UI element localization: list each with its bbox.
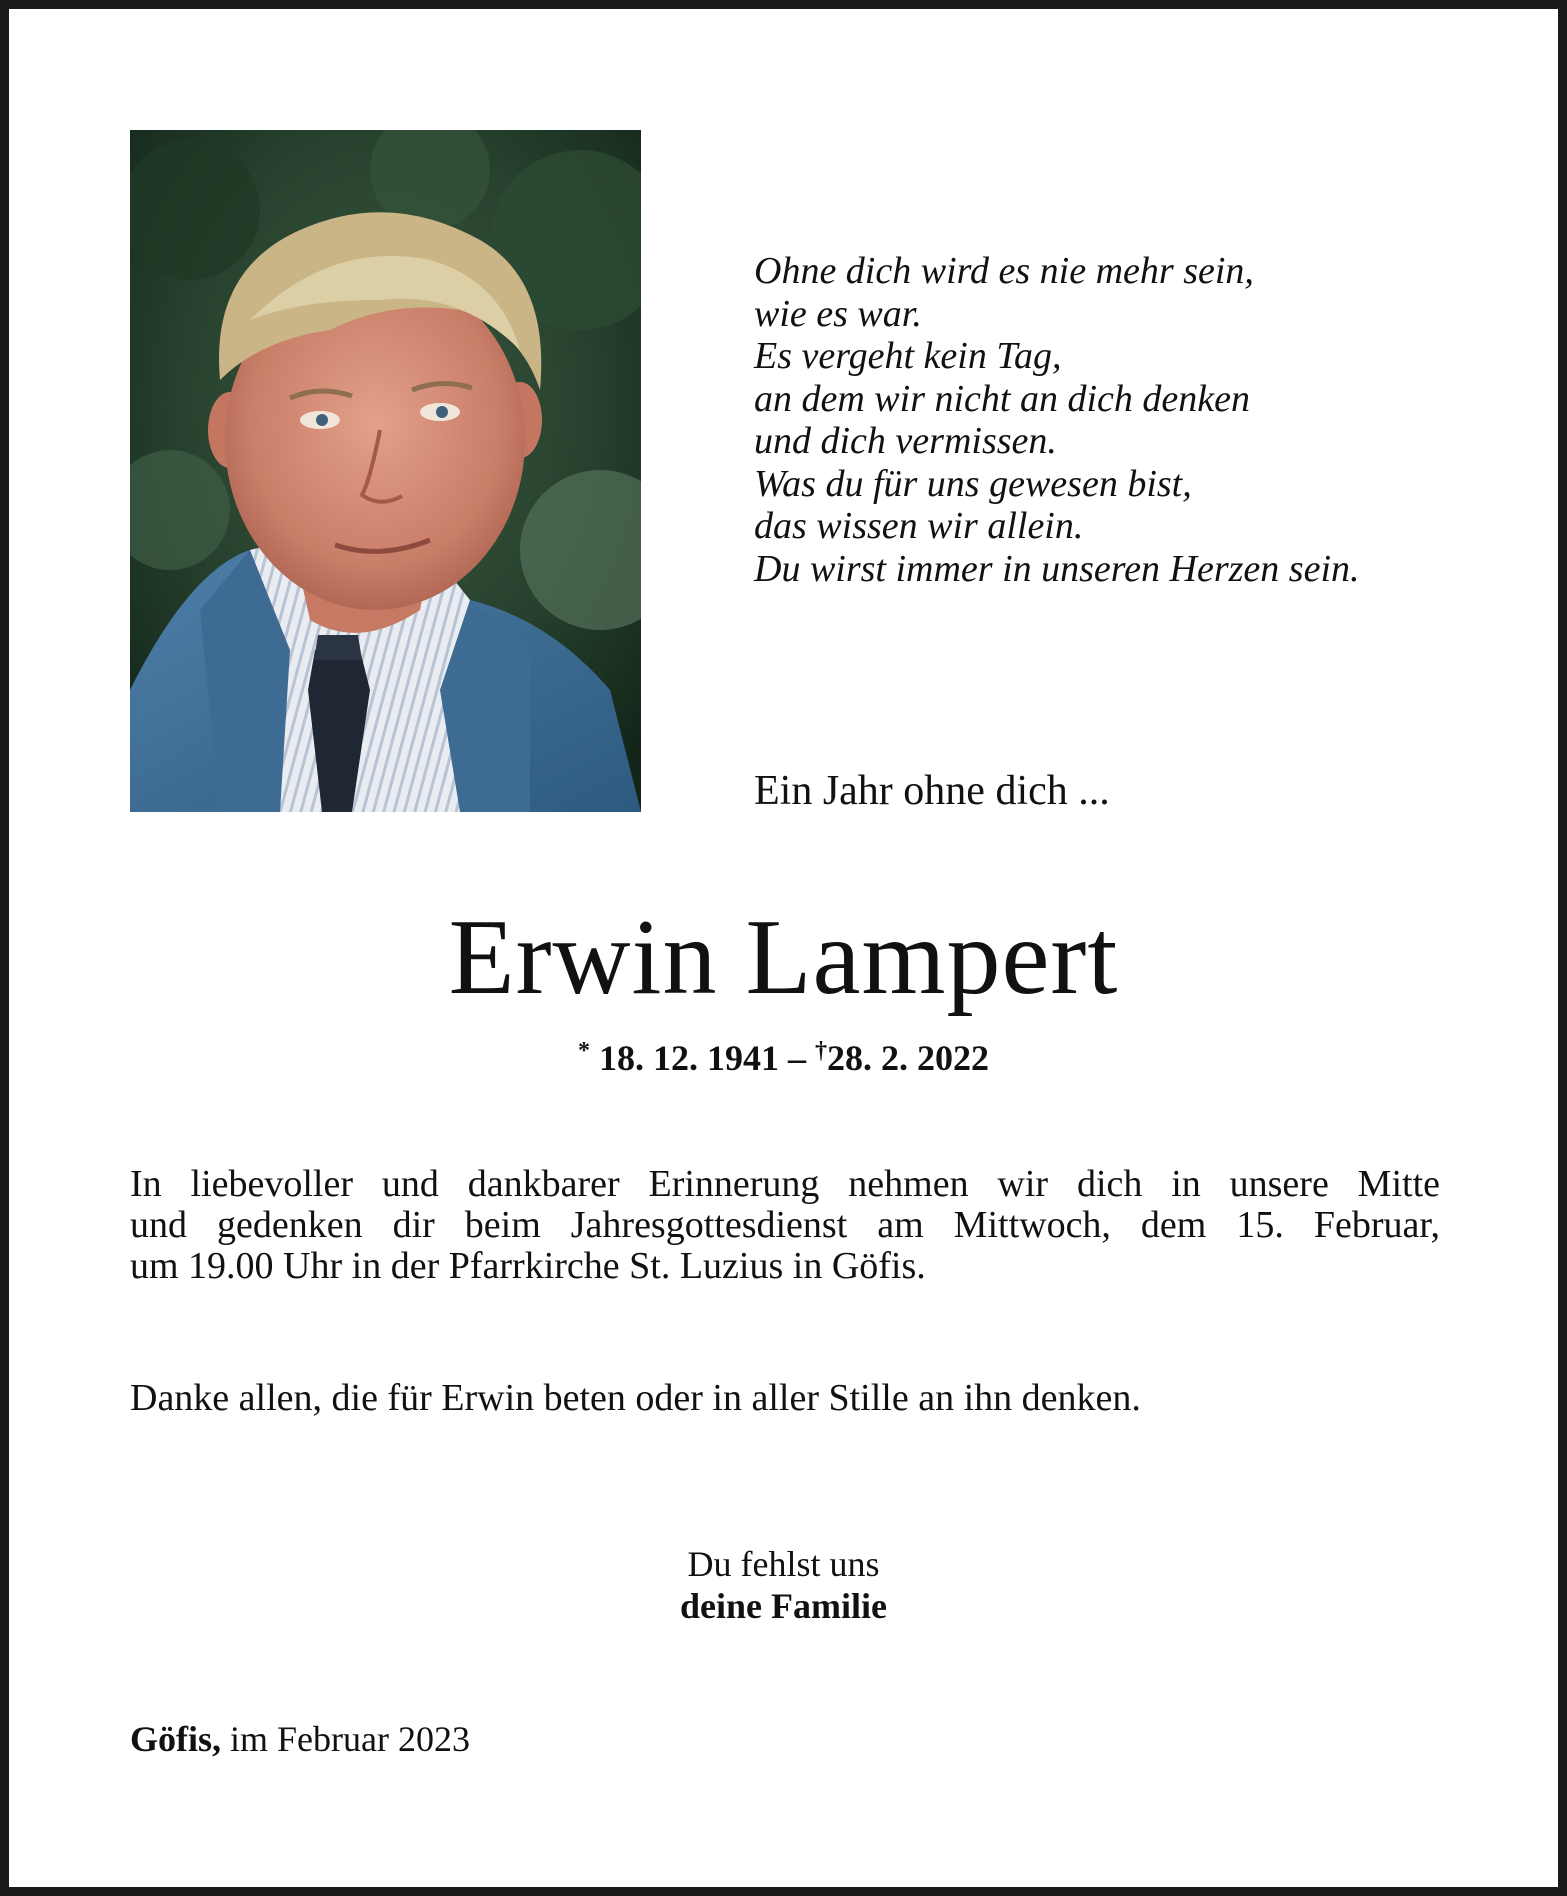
message-line: In liebevoller und dankbarer Erinnerung nehmen wir dich in unsere Mitte	[130, 1163, 1440, 1205]
poem-line: an dem wir nicht an dich denken	[754, 377, 1251, 420]
place-town: Göfis,	[130, 1719, 222, 1759]
poem-line: und dich vermissen.	[754, 420, 1057, 462]
life-dates	[0, 1026, 1567, 1083]
poem-line: Ohne dich wird es nie mehr sein,	[754, 250, 1254, 292]
date-separator: –	[788, 1038, 806, 1078]
closing-phrase: Du fehlst uns	[687, 1544, 880, 1584]
poem-line: das wissen wir allein.	[754, 505, 1084, 547]
deceased-name: Erwin Lampert	[448, 898, 1119, 1017]
portrait-image	[130, 130, 641, 812]
death-symbol: †	[815, 1038, 827, 1064]
portrait-photo	[130, 130, 641, 812]
birth-date: 18. 12. 1941	[599, 1038, 779, 1078]
family-signature: deine Familie	[680, 1586, 887, 1626]
memorial-message	[130, 1164, 1440, 1287]
place-date-text: im Februar 2023	[230, 1719, 470, 1759]
poem-line: Was du für uns gewesen bist,	[754, 462, 1192, 505]
intro-text: Ein Jahr ohne dich ...	[754, 768, 1110, 814]
death-date: 28. 2. 2022	[827, 1038, 989, 1078]
poem-line: Es vergeht kein Tag,	[754, 335, 1062, 377]
message-line: um 19.00 Uhr in der Pfarrkirche St. Luzius in Göfis.	[130, 1245, 926, 1287]
closing-signature	[0, 1543, 1567, 1627]
poem-line: Du wirst immer in unseren Herzen sein.	[754, 547, 1360, 590]
poem-line: wie es war.	[754, 292, 922, 335]
place-date	[130, 1716, 470, 1762]
memorial-poem	[754, 250, 1474, 590]
thanks-text: Danke allen, die für Erwin beten oder in aller Stille an ihn denken.	[130, 1377, 1141, 1419]
birth-symbol: *	[578, 1038, 590, 1064]
message-line: und gedenken dir beim Jahresgottesdienst am Mittwoch, dem 15. Februar,	[130, 1204, 1440, 1246]
